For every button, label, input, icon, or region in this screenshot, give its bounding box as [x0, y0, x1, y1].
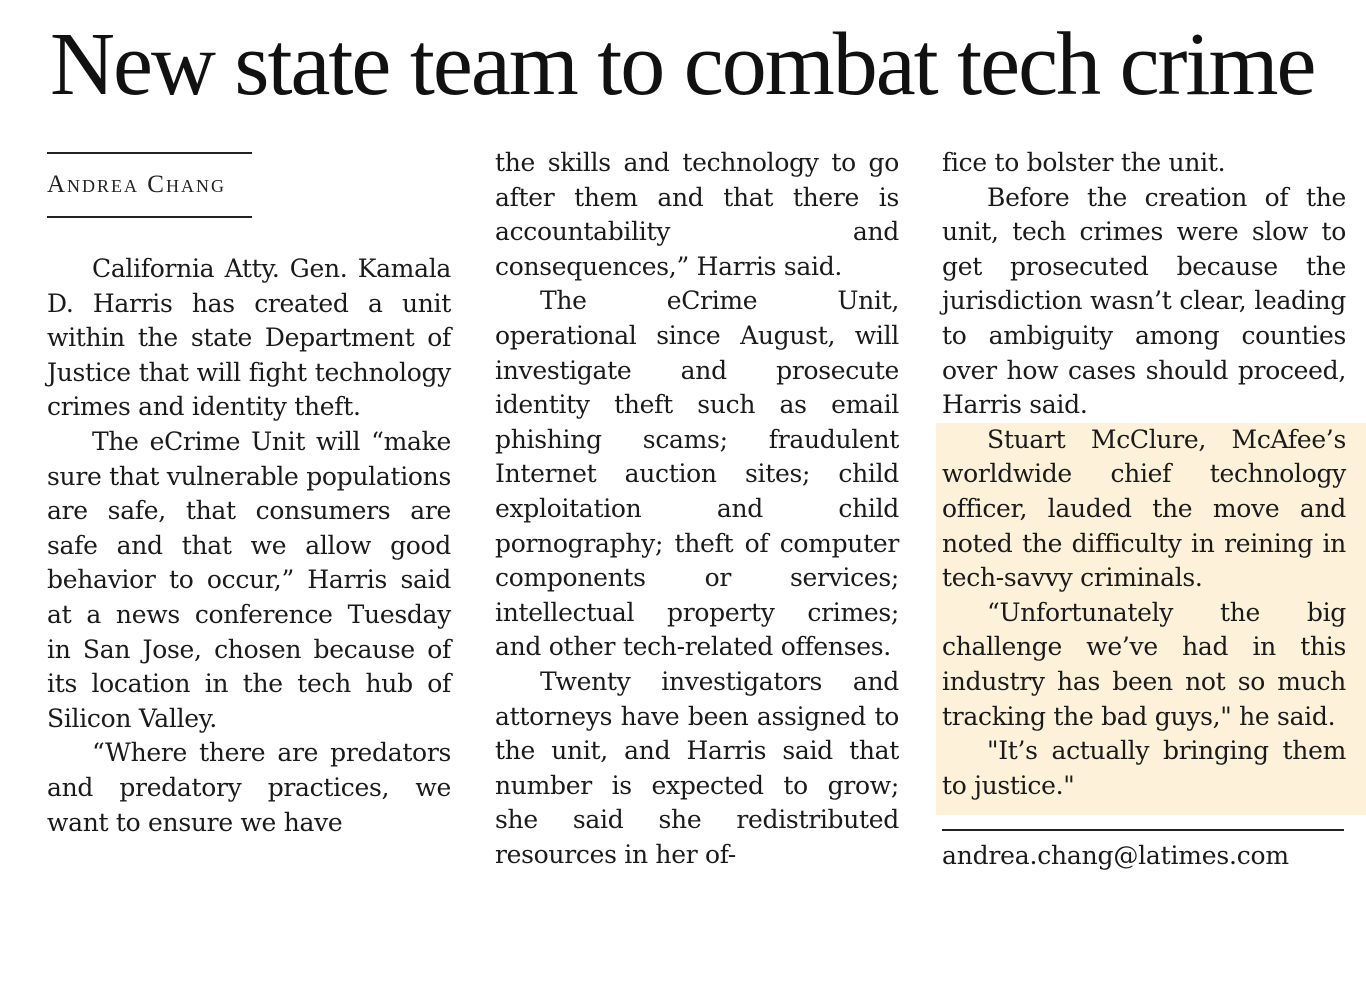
highlighted-passage [936, 423, 1366, 816]
paragraph: Twenty investigators and attorneys have been assigned to the unit, and Harris said that number is expected to grow; she said she redistributed resources in her of- [495, 666, 899, 869]
column-2-text [495, 146, 899, 872]
headline: New state team to combat tech crime [50, 15, 1315, 114]
paragraph: The eCrime Unit will “make sure that vulnerable populations are safe, that consumers are safe and that we allow good behavior to occur,” Harris said at a news conference Tuesday in San Jose, chosen because of its location in the tech hub of Silicon Valley. [47, 426, 451, 733]
paragraph-continued: the skills and technology to go after them and that there is accountability and consequences,” Harris said. [495, 148, 899, 281]
byline-block [47, 152, 252, 218]
byline: Andrea Chang [47, 171, 226, 198]
author-email: andrea.chang@latimes.com [942, 841, 1289, 871]
end-rule [942, 829, 1344, 831]
paragraph-continued: fice to bolster the unit. [942, 148, 1226, 177]
paragraph: The eCrime Unit, operational since August, will investigate and prosecute identity theft such as email phishing scams; fraudulent Internet auction sites; child exploitation and child pornography; theft of computer components or services; intellectual property crimes; and other tech-related offenses. [495, 286, 899, 662]
article-column-2 [495, 146, 899, 872]
article-column-3 [942, 146, 1346, 874]
column-1-text [47, 252, 451, 840]
byline-rule-top [47, 152, 252, 154]
paragraph: California Atty. Gen. Kamala D. Harris has created a unit within the state Department of Justice that will fight technology crimes and identity theft. [47, 254, 451, 422]
byline-rule-bottom [47, 216, 252, 218]
paragraph: Stuart McClure, McAfee’s worldwide chief technology officer, lauded the move and noted the difficulty in reining in tech-savvy criminals. [942, 424, 1346, 593]
paragraph: "It’s actually bringing them to justice." [942, 736, 1346, 800]
paragraph: “Unfortunately the big challenge we’ve had in this industry has been not so much tracking the bad guys," he said. [942, 597, 1346, 731]
paragraph: “Where there are predators and predatory practices, we want to ensure we have [47, 738, 451, 837]
article-column-1 [47, 146, 451, 840]
column-3-text [942, 146, 1346, 815]
paragraph: Before the creation of the unit, tech crimes were slow to get prosecuted because the jurisdiction wasn’t clear, leading to ambiguity among counties over how cases should proceed, Harris said. [942, 182, 1346, 420]
